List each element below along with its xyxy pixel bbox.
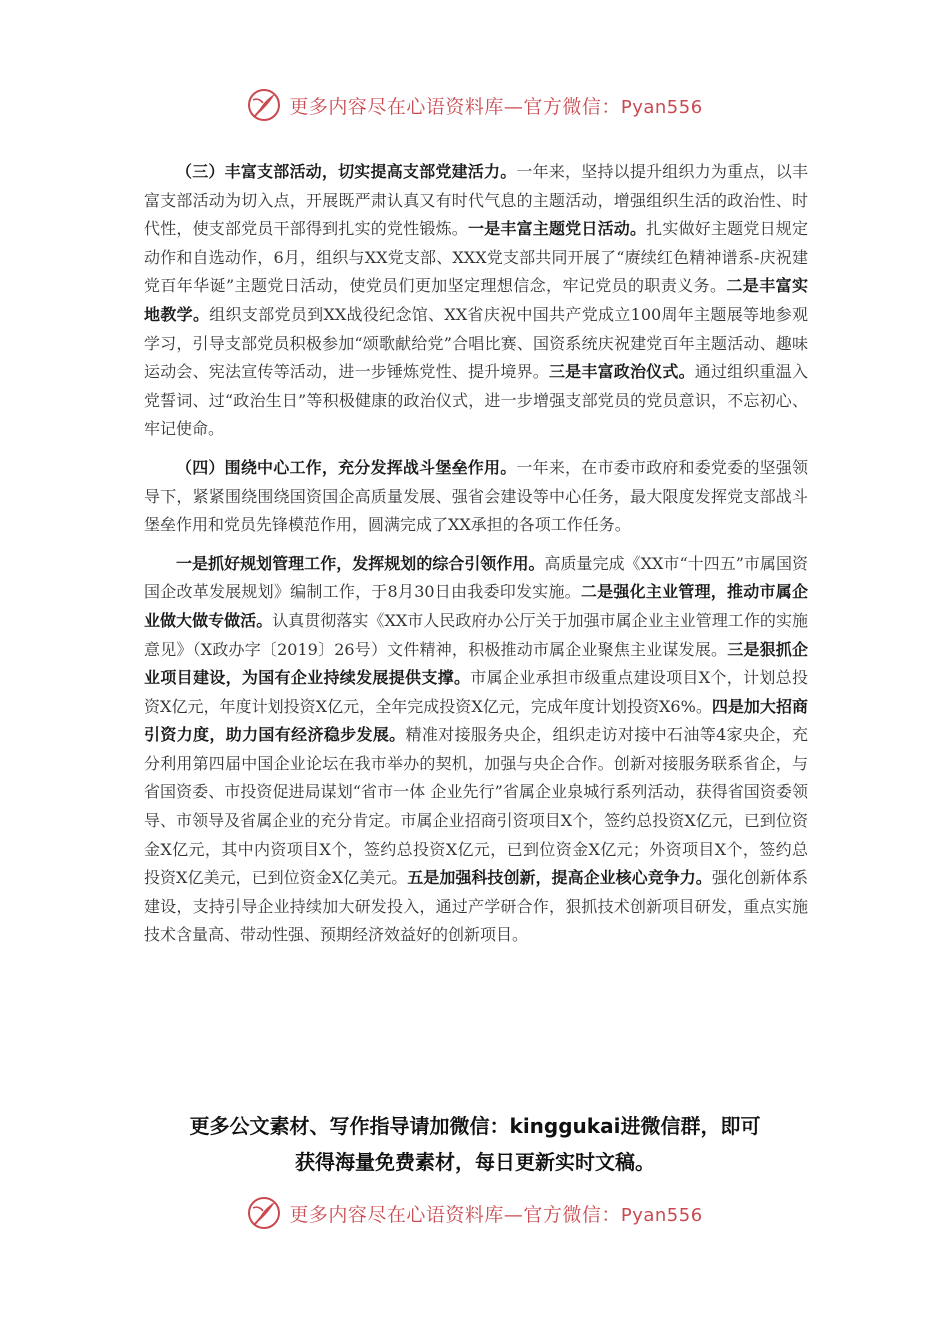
footer-banner-text: 更多内容尽在心语资料库—官方微信：Pyan556 — [289, 1203, 703, 1226]
quill-logo-icon — [247, 1196, 281, 1230]
document-body — [144, 158, 808, 950]
bold-heading-run: 三是丰富政治仪式。 — [548, 362, 695, 382]
bold-heading-run: 三是狠抓企业项目建设，为国有企业持续发展提供支撑。 — [144, 639, 808, 688]
bold-heading-run: 一是抓好规划管理工作，发挥规划的综合引领作用。 — [176, 553, 545, 573]
body-text-run: 一年来，坚持以提升组织力为重点，以丰富支部活动为切入点，开展既严肃认真又有时代气息的主题活动，增强组织生活的政治性、时代性，使支部党员干部得到扎实的党性锻炼。 — [144, 162, 808, 239]
body-text-run: 认真贯彻落实《XX市人民政府办公厅关于加强市属企业主业管理工作的实施意见》（X政办字〔2019〕26号）文件精神，积极推动市属企业聚焦主业谋发展。 — [144, 610, 808, 659]
paragraph-section-4 — [144, 454, 808, 540]
body-text-run: 通过组织重温入党誓词、过“政治生日”等积极健康的政治仪式，进一步增强支部党员的党员意识，不忘初心、牢记使命。 — [144, 362, 808, 439]
bold-heading-run: 五是加强科技创新，提高企业核心竞争力。 — [407, 868, 712, 888]
body-text-run: 扎实做好主题党日规定动作和自选动作，6月，组织与XX党支部、XXX党支部共同开展了“赓续红色精神谱系-庆祝建党百年华诞”主题党日活动，使党员们更加坚定理想信念，牢记党员的职责义务。 — [144, 219, 808, 296]
body-text-run: 组织支部党员到XX战役纪念馆、XX省庆祝中国共产党成立100周年主题展等地参观学习，引导支部党员积极参加“颂歌献给党”合唱比赛、国资系统庆祝建党百年主题活动、趣味运动会、宪法宣传等活动，进一步锤炼党性、提升境界。 — [144, 304, 808, 382]
bold-heading-run: 四是加大招商引资力度，助力国有经济稳步发展。 — [144, 696, 808, 745]
bold-heading-run: （三）丰富支部活动，切实提高支部党建活力。 — [176, 162, 517, 181]
bold-heading-run: 二是强化主业管理，推动市属企业做大做专做活。 — [144, 582, 808, 630]
paragraph-work-items — [144, 550, 808, 950]
quill-logo-icon — [247, 88, 281, 122]
promo-line-2: 获得海量免费素材，每日更新实时文稿。 — [295, 1150, 655, 1174]
bold-heading-run: 一是丰富主题党日活动。 — [467, 219, 647, 239]
footer-banner — [0, 1193, 950, 1233]
promo-line-1: 更多公文素材、写作指导请加微信：kinggukai进微信群，即可 — [189, 1114, 761, 1138]
body-text-run: 一年来，在市委市政府和委党委的坚强领导下，紧紧围绕围绕国资国企高质量发展、强省会建设等中心任务，最大限度发挥党支部战斗堡垒作用和党员先锋模范作用，圆满完成了XX承担的各项工作任务。 — [144, 457, 808, 535]
bold-heading-run: 二是丰富实地教学。 — [144, 276, 808, 324]
promo-notice — [120, 1108, 830, 1180]
body-text-run: 市属企业承担市级重点建设项目X个，计划总投资X亿元，年度计划投资X亿元，全年完成投资X亿元，完成年度计划投资X6%。 — [144, 668, 808, 716]
bold-heading-run: （四）围绕中心工作，充分发挥战斗堡垒作用。 — [176, 457, 517, 477]
paragraph-section-3 — [144, 158, 808, 444]
body-text-run: 高质量完成《XX市“十四五”市属国资国企改革发展规划》编制工作，于8月30日由我委印发实施。 — [144, 553, 808, 602]
header-banner-text: 更多内容尽在心语资料库—官方微信：Pyan556 — [289, 95, 703, 118]
body-text-run: 强化创新体系建设，支持引导企业持续加大研发投入，通过产学研合作，狠抓技术创新项目研发，重点实施技术含量高、带动性强、预期经济效益好的创新项目。 — [144, 868, 808, 945]
body-text-run: 精准对接服务央企，组织走访对接中石油等4家央企，充分利用第四届中国企业论坛在我市举办的契机，加强与央企合作。创新对接服务联系省企，与省国资委、市投资促进局谋划“省市一体 企业先行”省属企业泉城行系列活动，获得省国资委领导、市领导及省属企业的充分肯定。市属企业招商引资项目X个，签约总投资X亿元，已到位资金X亿元，其中内资项目X个，签约总投资X亿元，已到位资金X亿元；外资项目X个，签约总投资X亿美元，已到位资金X亿美元。 — [144, 725, 808, 888]
header-banner — [0, 85, 950, 125]
